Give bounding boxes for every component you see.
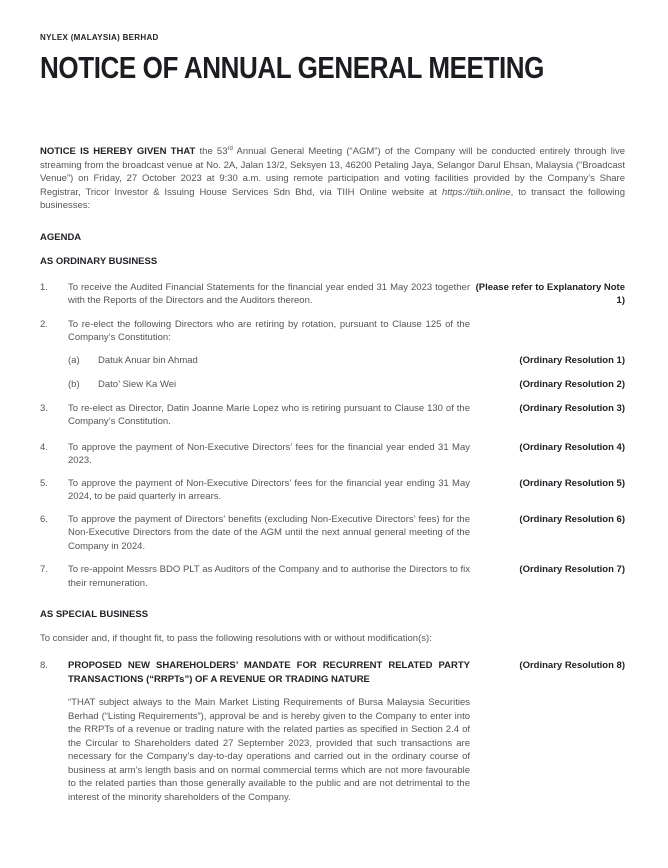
item-note: (Ordinary Resolution 5) [519, 477, 625, 489]
intro-lead: NOTICE IS HEREBY GIVEN THAT [40, 146, 196, 157]
item-number: 7. [40, 564, 48, 575]
item-note: (Ordinary Resolution 6) [519, 513, 625, 525]
item-note: (Ordinary Resolution 7) [519, 564, 625, 575]
intro-text-after-ordinal: Annual General Meeting (“AGM”) of the Company will be conducted entirely through live streaming from the broadcast venue at No. 2A, Jalan 13/2, Seksyen 13, 46200 Petaling Jaya, Selangor Darul Ehsan, Malaysia (“Broadcast Venue”) on Friday, 27 October 2023 at 9:30 a.m. using remote participation and voting facilities provided by the Company’s Share Registrar, Tricor Investor & Issuing House Services Sdn Bhd, via TIIH Online website at [40, 146, 626, 198]
agenda-item-3 [40, 402, 625, 429]
sub-item-label: (a) [68, 354, 80, 366]
item-number: 8. [40, 660, 48, 671]
company-name: NYLEX (MALAYSIA) BERHAD [40, 33, 159, 42]
agenda-item-8 [40, 659, 625, 686]
ordinary-business-heading: AS ORDINARY BUSINESS [40, 256, 158, 267]
item-text: To re-appoint Messrs BDO PLT as Auditors of the Company and to authorise the Directors to fix their remuneration. [68, 564, 470, 589]
sub-item-label: (b) [68, 379, 80, 390]
intro-paragraph [40, 145, 625, 213]
agenda-item-2 [40, 318, 625, 345]
item-heading: PROPOSED NEW SHAREHOLDERS’ MANDATE FOR RECURRENT RELATED PARTY TRANSACTIONS (“RRPTs”) OF A REVENUE OR TRADING NATURE [68, 660, 470, 685]
item-number: 1. [40, 281, 48, 293]
item-text: To re-elect the following Directors who are retiring by rotation, pursuant to Clause 125 of the Company’s Constitution: [68, 318, 470, 343]
sub-item-text: Dato’ Siew Ka Wei [98, 379, 177, 390]
agenda-item-2a [68, 354, 625, 368]
special-business-heading: AS SPECIAL BUSINESS [40, 609, 149, 620]
intro-text-before-ordinal: the 53 [195, 146, 228, 157]
page-title: NOTICE OF ANNUAL GENERAL MEETING [40, 50, 545, 85]
special-business-intro: To consider and, if thought fit, to pass the following resolutions with or without modification(s): [40, 632, 432, 644]
item-number: 6. [40, 513, 48, 525]
item-note: (Ordinary Resolution 1) [519, 354, 625, 366]
item-text: To approve the payment of Non-Executive Directors’ fees for the financial year ended 31 May 2023. [68, 441, 470, 466]
item-number: 2. [40, 318, 48, 330]
item-note: (Ordinary Resolution 8) [519, 660, 625, 671]
item-note: (Ordinary Resolution 3) [519, 402, 625, 414]
item-note: (Please refer to Explanatory Note 1) [475, 281, 625, 306]
item-note: (Ordinary Resolution 2) [519, 379, 625, 390]
agenda-item-1 [40, 281, 625, 308]
item-note: (Ordinary Resolution 4) [519, 441, 625, 453]
item-text: To receive the Audited Financial Statements for the financial year ended 31 May 2023 together with the Reports of the Directors and the Auditors thereon. [68, 281, 470, 306]
item-text: To approve the payment of Non-Executive Directors’ fees for the financial year ending 31 May 2024, to be paid quarterly in arrears. [68, 477, 470, 502]
tiih-online-url: https://tiih.online [441, 186, 511, 198]
agenda-item-4 [40, 441, 625, 468]
item-text: To approve the payment of Directors’ benefits (excluding Non-Executive Directors’ fees) for the Non-Executive Directors from the date of the AGM until the next annual general meeting of the Company in 2024. [68, 513, 470, 552]
item-number: 4. [40, 441, 48, 453]
agenda-item-2b [68, 378, 625, 392]
intro-text-after-url: , to transact the following businesses: [40, 186, 625, 211]
resolution-8-body: “THAT subject always to the Main Market Listing Requirements of Bursa Malaysia Securities Berhad (“Listing Requirements”), approval be and is hereby given to the Company to enter into the RRPTs of a revenue or trading nature with the related parties as specified in Section 2.4 of the Circular to Shareholders dated 27 September 2023, provided that such transactions are necessary for the Company’s day-to-day operations and carried out in the ordinary course of business at arm’s length basis and on normal commercial terms which are not more favourable to the related parties than those generally available to the public and are not detrimental to the interest of the minority shareholders of the Company. [68, 697, 470, 803]
item-number: 3. [40, 402, 48, 414]
item-text: To re-elect as Director, Datin Joanne Marie Lopez who is retiring pursuant to Clause 130 of the Company’s Constitution. [68, 402, 470, 427]
item-number: 5. [40, 477, 48, 489]
agenda-item-5 [40, 477, 625, 504]
agenda-item-7 [40, 563, 625, 590]
sub-item-text: Datuk Anuar bin Ahmad [98, 354, 198, 366]
agenda-item-6 [40, 513, 625, 554]
ordinal-suffix: rd [227, 146, 233, 152]
agenda-heading: AGENDA [40, 231, 82, 243]
